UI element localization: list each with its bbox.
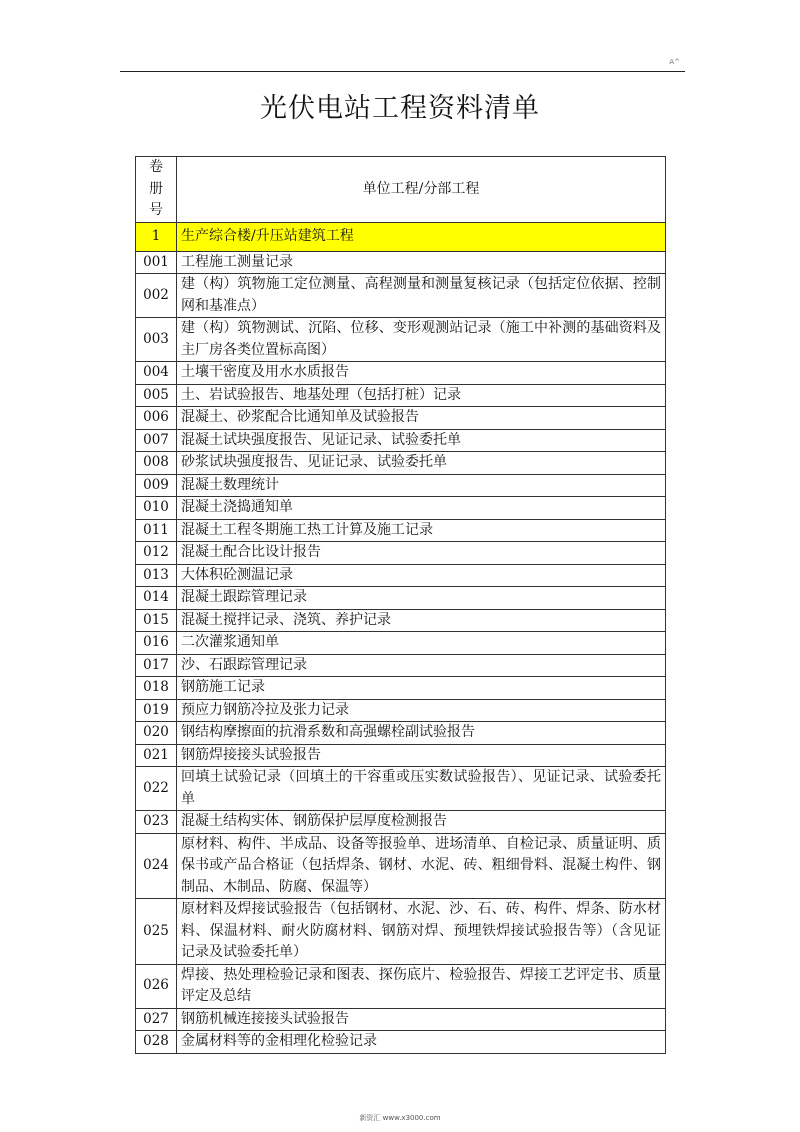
table-row [136,519,666,542]
row-item-name: 回填土试验记录（回填土的干容重或压实数试验报告）、见证记录、试验委托单 [177,767,666,811]
header-char: 卷 [149,159,163,175]
row-item-name: 混凝土数理统计 [177,474,666,497]
row-number: 009 [136,474,177,497]
table-row [136,474,666,497]
row-item-name: 钢筋机械连接接头试验报告 [177,1008,666,1031]
row-number: 024 [136,833,177,899]
row-number: 018 [136,677,177,700]
table-row [136,497,666,520]
table-row [136,632,666,655]
row-item-name: 工程施工测量记录 [177,251,666,274]
table-row [136,722,666,745]
row-item-name: 金属材料等的金相理化检验记录 [177,1031,666,1054]
table-row [136,609,666,632]
row-number: 015 [136,609,177,632]
table-row [136,677,666,700]
table-row [136,564,666,587]
footer-watermark: 新资汇 www.x3000.com [359,1114,441,1122]
row-number: 008 [136,452,177,475]
table-row [136,362,666,385]
table-row [136,452,666,475]
header-rule [120,71,685,72]
row-item-name: 原材料及焊接试验报告（包括钢材、水泥、沙、石、砖、构件、焊条、防水材料、保温材料、耐火防腐材料、钢筋对焊、预埋铁焊接试验报告等）（含见证记录及试验委托单） [177,899,666,965]
table-row [136,384,666,407]
row-number: 012 [136,542,177,565]
row-number: 007 [136,429,177,452]
row-item-name: 土、岩试验报告、地基处理（包括打桩）记录 [177,384,666,407]
table-row [136,833,666,899]
row-item-name: 建（构）筑物施工定位测量、高程测量和测量复核记录（包括定位依据、控制网和基准点） [177,274,666,318]
row-item-name: 混凝土试块强度报告、见证记录、试验委托单 [177,429,666,452]
table-row [136,899,666,965]
row-item-name: 大体积砼测温记录 [177,564,666,587]
row-item-name: 原材料、构件、半成品、设备等报验单、进场清单、自检记录、质量证明、质保书或产品合格证（包括焊条、钢材、水泥、砖、粗细骨料、混凝土构件、钢制品、木制品、防腐、保温等） [177,833,666,899]
row-item-name: 建（构）筑物测试、沉陷、位移、变形观测站记录（施工中补测的基础资料及主厂房各类位置标高图） [177,318,666,362]
header-char: 号 [149,202,163,218]
table-row [136,1031,666,1054]
table-row [136,274,666,318]
row-number: 010 [136,497,177,520]
row-item-name: 砂浆试块强度报告、见证记录、试验委托单 [177,452,666,475]
table-row [136,318,666,362]
row-item-name: 混凝土搅拌记录、浇筑、养护记录 [177,609,666,632]
table-row [136,811,666,834]
header-volume-number [136,157,177,223]
row-item-name: 钢筋施工记录 [177,677,666,700]
row-number: 011 [136,519,177,542]
row-item-name: 钢结构摩擦面的抗滑系数和高强螺栓副试验报告 [177,722,666,745]
table-row [136,587,666,610]
section-name: 生产综合楼/升压站建筑工程 [177,222,666,251]
section-row [136,222,666,251]
row-item-name: 沙、石跟踪管理记录 [177,654,666,677]
table-row [136,429,666,452]
row-item-name: 钢筋焊接接头试验报告 [177,744,666,767]
row-number: 025 [136,899,177,965]
row-number: 021 [136,744,177,767]
row-item-name: 土壤干密度及用水水质报告 [177,362,666,385]
row-number: 016 [136,632,177,655]
header-char: 册 [149,180,163,197]
row-number: 023 [136,811,177,834]
row-number: 022 [136,767,177,811]
row-number: 027 [136,1008,177,1031]
table-row [136,542,666,565]
table-row [136,1008,666,1031]
row-number: 005 [136,384,177,407]
row-number: 002 [136,274,177,318]
row-item-name: 混凝土、砂浆配合比通知单及试验报告 [177,407,666,430]
row-number: 017 [136,654,177,677]
section-number: 1 [136,222,177,251]
document-list-table [135,156,666,1054]
row-number: 026 [136,964,177,1008]
row-number: 020 [136,722,177,745]
corner-mark: A^ [669,58,680,66]
document-title: 光伏电站工程资料清单 [260,93,540,124]
table-row [136,407,666,430]
header-unit-project: 单位工程/分部工程 [177,157,666,223]
table-row [136,654,666,677]
row-number: 014 [136,587,177,610]
row-number: 006 [136,407,177,430]
row-number: 028 [136,1031,177,1054]
row-item-name: 混凝土工程冬期施工热工计算及施工记录 [177,519,666,542]
row-item-name: 混凝土配合比设计报告 [177,542,666,565]
row-number: 013 [136,564,177,587]
row-number: 003 [136,318,177,362]
row-item-name: 二次灌浆通知单 [177,632,666,655]
row-item-name: 混凝土结构实体、钢筋保护层厚度检测报告 [177,811,666,834]
table-row [136,744,666,767]
row-number: 004 [136,362,177,385]
table-row [136,699,666,722]
row-item-name: 混凝土跟踪管理记录 [177,587,666,610]
table-header-row [136,157,666,223]
table-row [136,767,666,811]
row-item-name: 焊接、热处理检验记录和图表、探伤底片、检验报告、焊接工艺评定书、质量评定及总结 [177,964,666,1008]
table-row [136,251,666,274]
row-number: 019 [136,699,177,722]
row-item-name: 预应力钢筋冷拉及张力记录 [177,699,666,722]
row-item-name: 混凝土浇捣通知单 [177,497,666,520]
table-row [136,964,666,1008]
row-number: 001 [136,251,177,274]
